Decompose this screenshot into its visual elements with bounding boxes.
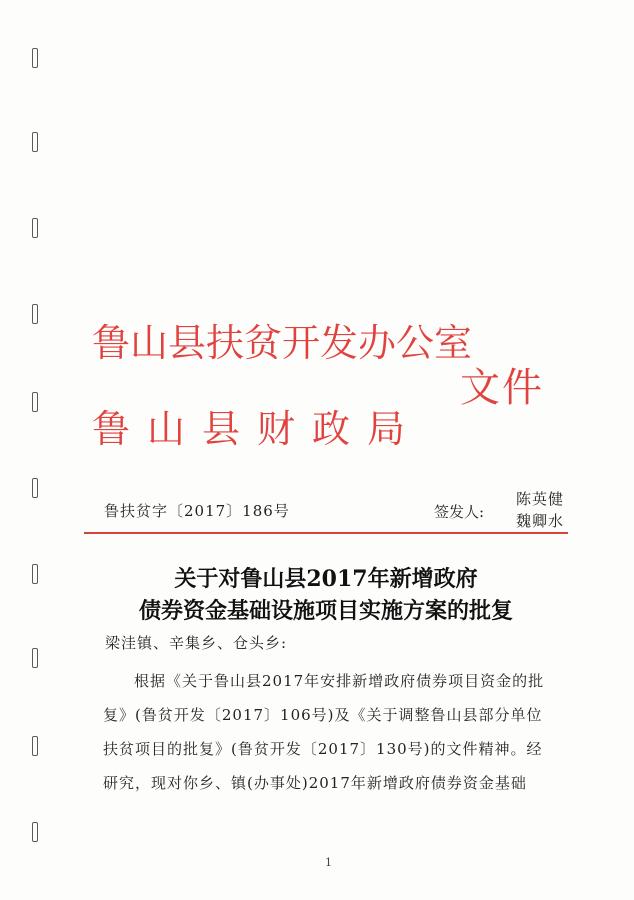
- binding-mark: [32, 822, 38, 842]
- body-line: 复》(鲁贫开发〔2017〕106号)及《关于调整鲁山县部分单位: [103, 706, 543, 724]
- binding-mark: [32, 218, 38, 238]
- page-number: 1: [325, 856, 332, 869]
- binding-mark: [32, 48, 38, 68]
- signer-label: 签发人:: [434, 503, 485, 521]
- recipients: 梁洼镇、辛集乡、仓头乡:: [105, 634, 288, 652]
- signer-name: 陈英健: [516, 490, 565, 508]
- body-line: 研究，现对你乡、镇(办事处)2017年新增政府债券资金基础: [103, 774, 527, 792]
- binding-mark: [32, 478, 38, 498]
- issuing-org-line-1: 鲁山县扶贫开发办公室: [92, 321, 473, 365]
- binding-mark: [32, 392, 38, 412]
- document-number: 鲁扶贫字〔2017〕186号: [104, 502, 290, 520]
- issuing-org-line-2: 鲁山县财政局: [92, 407, 423, 451]
- document-title-line-1: 关于对鲁山县2017年新增政府: [174, 566, 478, 592]
- binding-mark: [32, 304, 38, 324]
- binding-mark: [32, 648, 38, 668]
- binding-mark: [32, 564, 38, 584]
- binding-mark: [32, 132, 38, 152]
- body-line: 扶贫项目的批复》(鲁贫开发〔2017〕130号)的文件精神。经: [103, 740, 543, 758]
- document-title-line-2: 债券资金基础设施项目实施方案的批复: [138, 598, 513, 624]
- binding-mark: [32, 736, 38, 756]
- document-word: 文件: [460, 365, 544, 411]
- red-divider: [84, 532, 568, 534]
- signer-name: 魏卿水: [516, 512, 565, 530]
- body-line: 根据《关于鲁山县2017年安排新增政府债券项目资金的批: [134, 672, 545, 690]
